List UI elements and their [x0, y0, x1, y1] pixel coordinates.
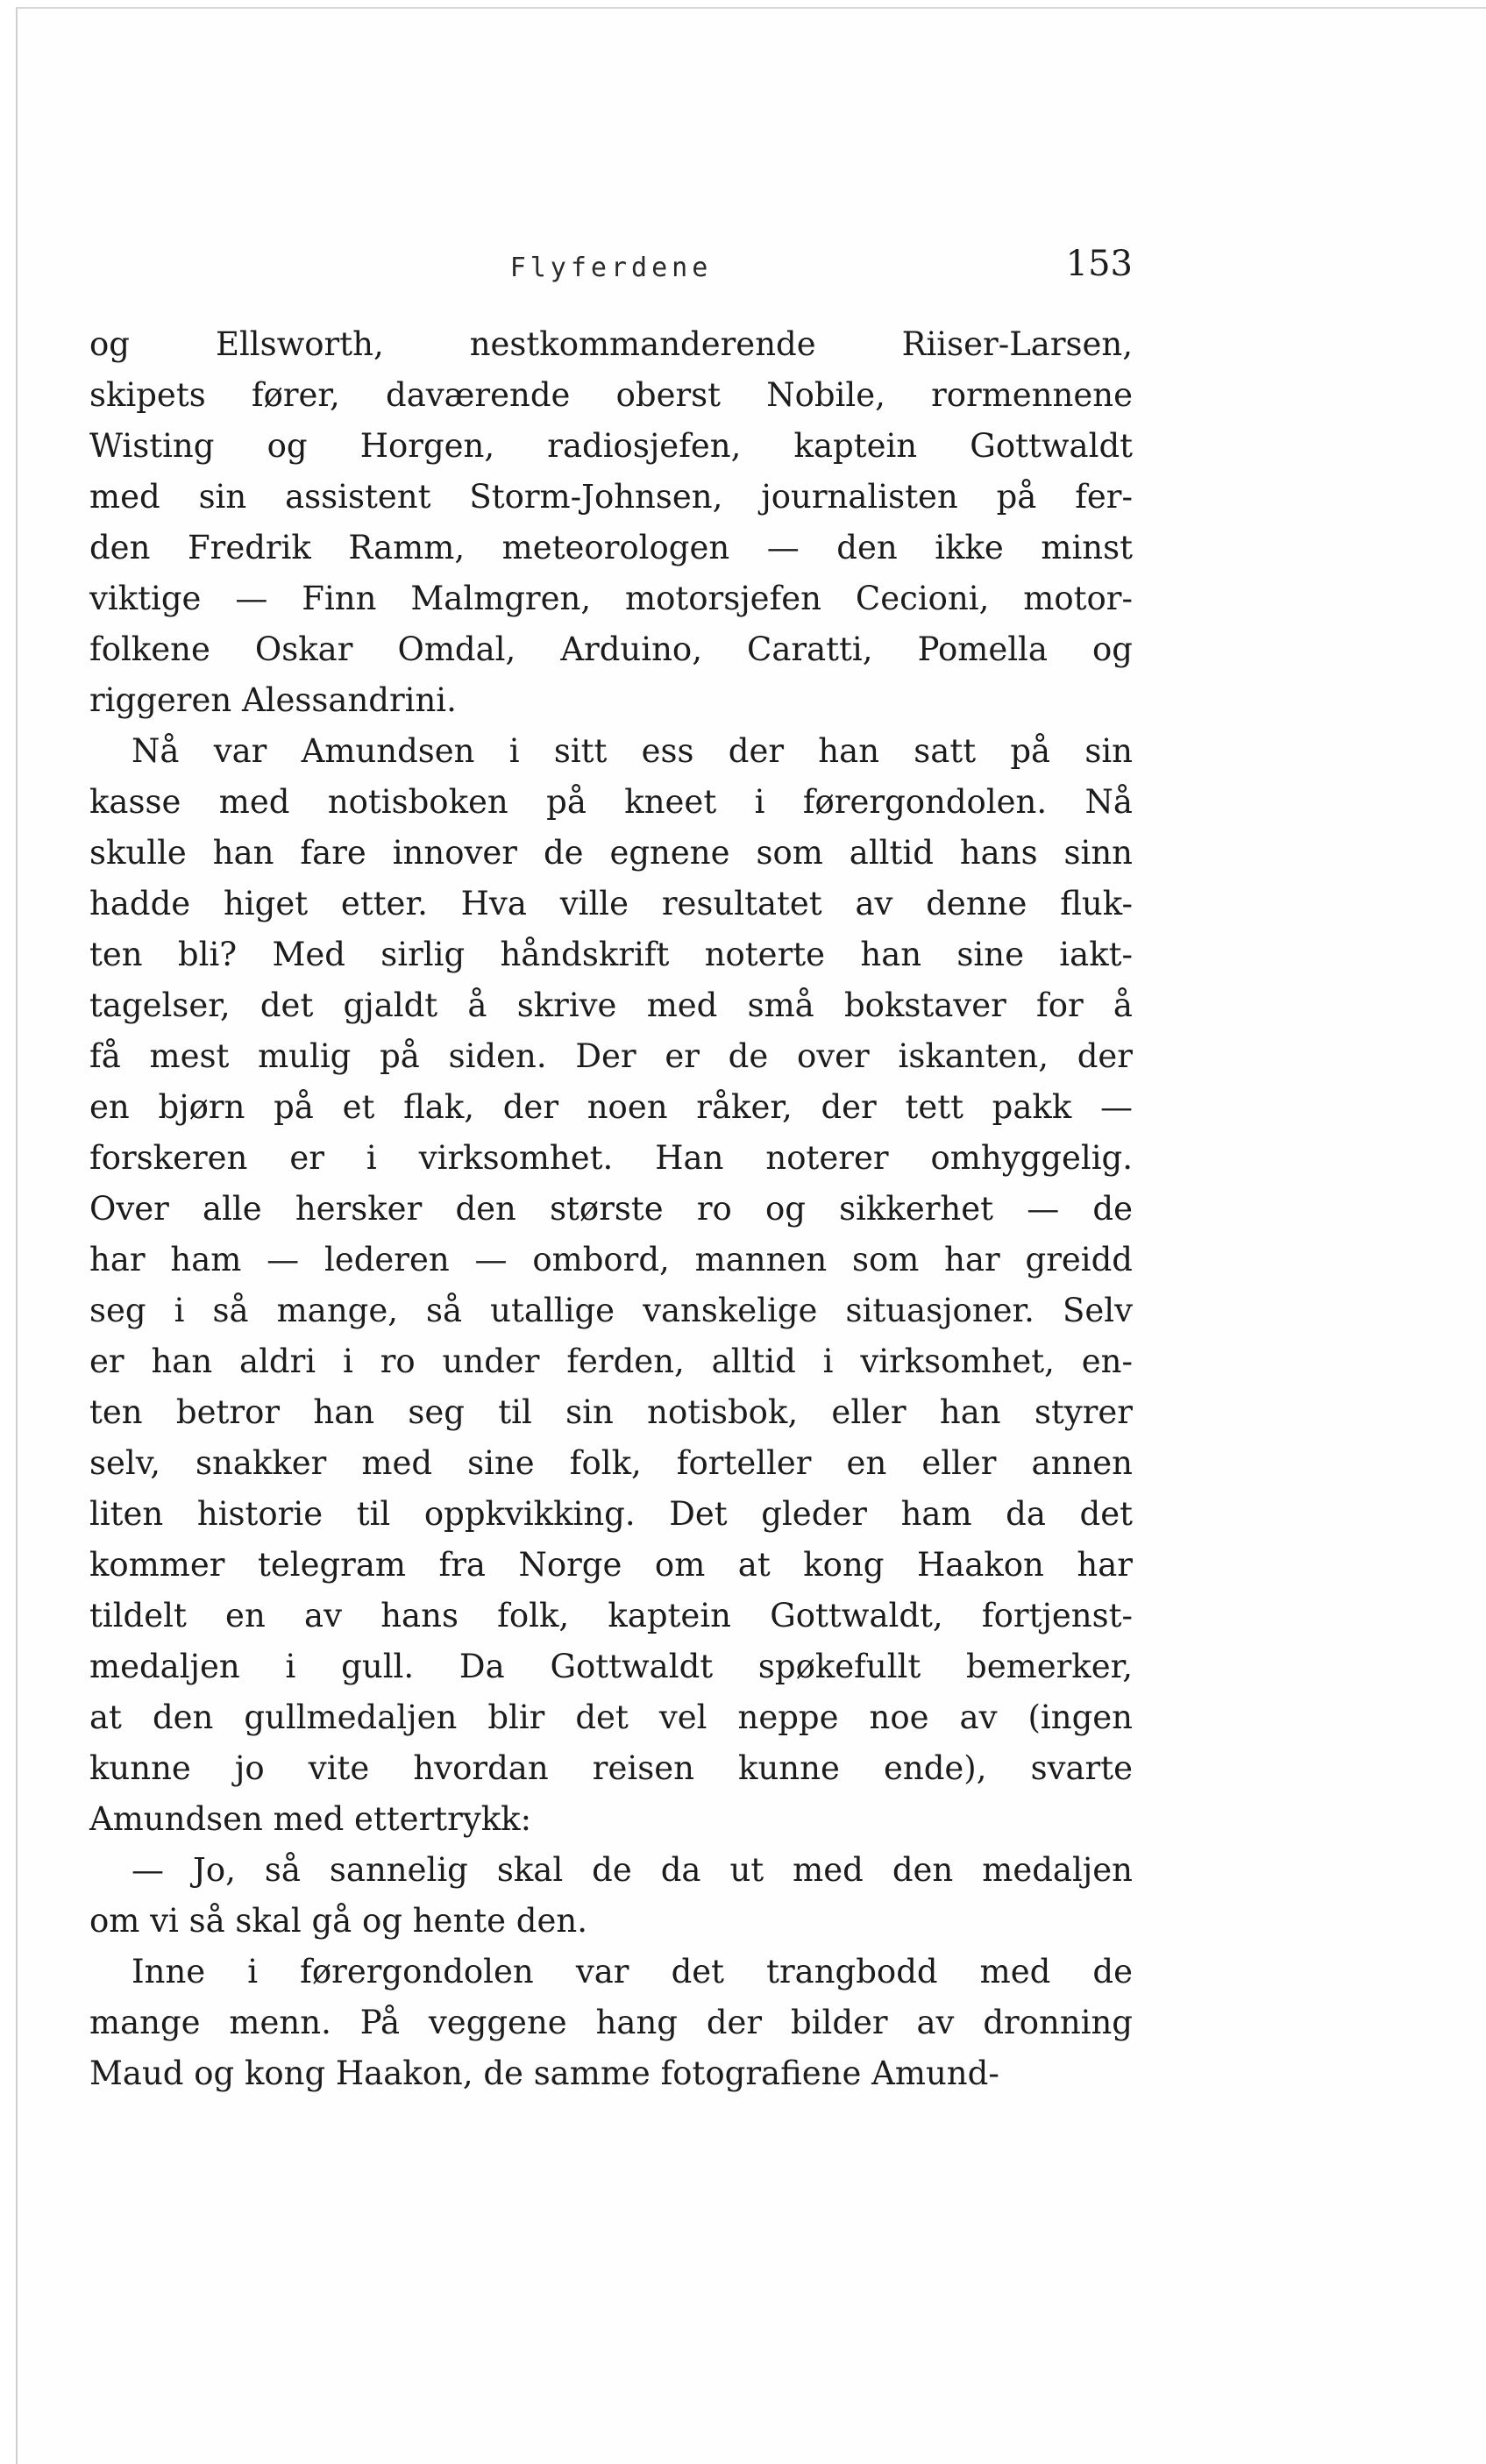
text-line: om vi så skal gå og hente den.	[89, 1902, 587, 1940]
paragraph	[89, 319, 1133, 726]
text-line: Nå var Amundsen i sitt ess der han satt på sin	[132, 732, 1133, 770]
text-line: — Jo, så sannelig skal de da ut med den medaljen	[132, 1851, 1133, 1889]
text-line: tagelser, det gjaldt å skrive med små bokstaver for å	[89, 986, 1133, 1024]
text-line: folkene Oskar Omdal, Arduino, Caratti, Pomella og	[89, 630, 1133, 668]
text-line: Wisting og Horgen, radiosjefen, kaptein Gottwaldt	[89, 427, 1133, 465]
text-line: viktige — Finn Malmgren, motorsjefen Cecioni, motor-	[89, 580, 1133, 617]
text-line: Over alle hersker den største ro og sikkerhet — de	[89, 1190, 1133, 1228]
text-line: mange menn. På veggene hang der bilder av dronning	[89, 2004, 1133, 2041]
text-line: er han aldri i ro under ferden, alltid i virksomhet, en-	[89, 1342, 1133, 1380]
text-line: Inne i førergondolen var det trangbodd med de	[132, 1953, 1133, 1990]
text-line: ten bli? Med sirlig håndskrift noterte han sine iakt-	[89, 936, 1133, 973]
page-number: 153	[1065, 244, 1133, 284]
paragraph	[89, 1845, 1133, 1947]
paragraph	[89, 726, 1133, 1845]
text-line: at den gullmedaljen blir det vel neppe noe av (ingen	[89, 1698, 1133, 1736]
text-line: selv, snakker med sine folk, forteller en eller annen	[89, 1444, 1133, 1482]
text-line: skipets fører, daværende oberst Nobile, rormennene	[89, 376, 1133, 414]
text-line: riggeren Alessandrini.	[89, 681, 457, 719]
text-line: med sin assistent Storm-Johnsen, journalisten på fer-	[89, 478, 1133, 516]
text-line: forskeren er i virksomhet. Han noterer omhyggelig.	[89, 1139, 1133, 1177]
text-line: ten betror han seg til sin notisbok, eller han styrer	[89, 1393, 1133, 1431]
text-line: medaljen i gull. Da Gottwaldt spøkefullt bemerker,	[89, 1648, 1133, 1685]
text-line: skulle han fare innover de egnene som alltid hans sinn	[89, 834, 1133, 872]
text-line: og Ellsworth, nestkommanderende Riiser-Larsen,	[89, 325, 1133, 363]
text-line: en bjørn på et flak, der noen råker, der tett pakk —	[89, 1088, 1133, 1126]
text-line: kasse med notisboken på kneet i førergondolen. Nå	[89, 783, 1133, 821]
body-text	[89, 319, 1133, 2099]
paragraph	[89, 1947, 1133, 2099]
text-line: liten historie til oppkvikking. Det gleder ham da det	[89, 1495, 1133, 1533]
running-title: Flyferdene	[509, 253, 713, 283]
text-line: hadde higet etter. Hva ville resultatet av denne fluk-	[89, 885, 1133, 922]
text-line: tildelt en av hans folk, kaptein Gottwaldt, fortjenst-	[89, 1597, 1133, 1634]
text-line: kommer telegram fra Norge om at kong Haakon har	[89, 1546, 1133, 1584]
text-line: seg i så mange, så utallige vanskelige situasjoner. Selv	[89, 1292, 1133, 1329]
book-page	[16, 7, 1486, 2464]
text-block	[89, 244, 1133, 2099]
text-line: Maud og kong Haakon, de samme fotografiene Amund-	[89, 2055, 999, 2092]
text-line: har ham — lederen — ombord, mannen som har greidd	[89, 1241, 1133, 1278]
text-line: Amundsen med ettertrykk:	[89, 1800, 532, 1838]
text-line: få mest mulig på siden. Der er de over iskanten, der	[89, 1037, 1133, 1075]
text-line: den Fredrik Ramm, meteorologen — den ikke minst	[89, 529, 1133, 566]
text-line: kunne jo vite hvordan reisen kunne ende), svarte	[89, 1749, 1133, 1787]
running-head	[89, 244, 1133, 296]
